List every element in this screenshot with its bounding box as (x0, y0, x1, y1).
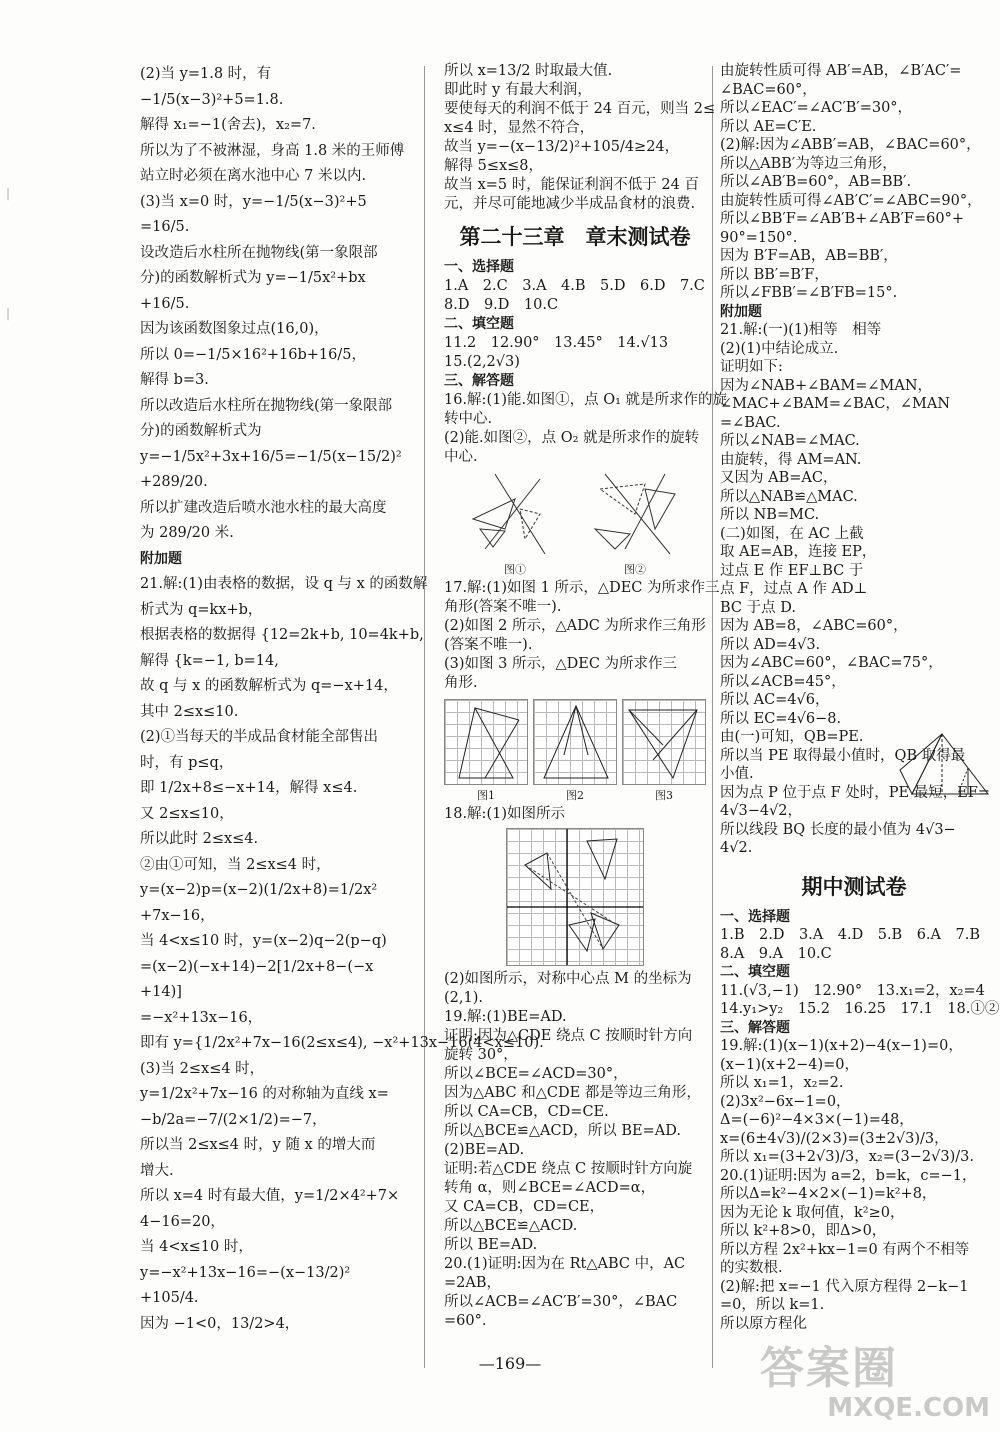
solution-line: 转角 α，则∠BCE=∠ACD=α， (444, 1180, 656, 1196)
solution-line: 因为∠NAB+∠BAM=∠MAN， (720, 377, 933, 394)
solution-line: 所以改造后水柱所在抛物线(第一象限部 (140, 397, 393, 414)
solution-line: 19.解:(1)(x−1)(x+2)−4(x−1)=0， (720, 1038, 963, 1054)
solution-line: y=−1/5x²+3x+16/5=−1/5(x−15/2)² (140, 448, 402, 465)
figure-caption: 图3 (655, 789, 673, 802)
section-fill-blank: 二、填空题 (720, 964, 790, 980)
solution-line: 解得 {k=−1, b=14, (140, 652, 279, 669)
solution-line: 时，有 p≤q， (140, 754, 234, 771)
solution-line: 增大. (140, 1162, 174, 1179)
solution-line: =∠BAC. (720, 414, 781, 431)
solution-line: 当 4<x≤10 时， (140, 1239, 253, 1255)
solution-line: 所以 x₁=(3+2√3)/3，x₂=(3−2√3)/3. (720, 1149, 974, 1165)
solution-line: 设改造后水柱所在抛物线(第一象限部 (140, 244, 378, 261)
solution-line: 根据表格的数据得 {12=2k+b, 10=4k+b, (140, 627, 424, 643)
section-solutions: 三、解答题 (720, 1019, 790, 1036)
solution-line: 即此时 y 有最大利润， (444, 82, 592, 98)
section-multiple-choice: 一、选择题 (720, 908, 790, 925)
solution-line: ∠MAC+∠BAM=∠BAC，∠MAN (720, 396, 951, 412)
solution-line: 所以△BCE≌△ACD. (444, 1218, 578, 1234)
solution-line: =2AB， (444, 1275, 502, 1291)
solution-line: (2)当 y=1.8 时，有 (140, 66, 272, 82)
column-3 (720, 62, 1000, 1333)
solution-line: 其中 2≤x≤10. (140, 703, 239, 720)
solution-line: x=(6±4√3)/(2×3)=(3±2√3)/3， (720, 1130, 949, 1147)
solution-line: (2)(1)中结论成立. (720, 340, 839, 357)
solution-line: 4√3−4√2， (720, 803, 803, 819)
solution-line: 过点 E 作 EF⊥BC 于 (720, 562, 864, 579)
section-fill-blank: 二、填空题 (444, 316, 514, 332)
fill-answers-row-1: 11.(√3,−1) 12.90° 13.x₁=2，x₂=4 (720, 982, 985, 999)
solution-line: 又因为 AB=AC， (720, 470, 838, 486)
solution-line: 所以∠NAB=∠MAC. (720, 433, 860, 449)
solution-line: 20.(1)证明:因为 a=2，b=k，c=−1， (720, 1167, 977, 1184)
midterm-title: 期中测试卷 (801, 874, 907, 899)
solution-line: 所以∠BCE=∠ACD=30°， (444, 1066, 628, 1082)
solution-line: 所以 AE=C′E. (720, 118, 817, 135)
solution-line: 17.解:(1)如图 1 所示，△DEC 为所求作三 (444, 580, 720, 596)
solution-line: 所以 BE=AD. (444, 1237, 538, 1253)
solution-line: y=−x²+13x−16=−(x−13/2)² (140, 1264, 351, 1281)
solution-line: 所以 EC=4√6−8. (720, 710, 842, 727)
solution-line: 所以方程 2x²+kx−1=0 有两个不相等 (720, 1241, 970, 1258)
solution-line: 所以当 PE 取得最小值时，QB 取得最 (720, 747, 966, 764)
rotation-figure-2 (585, 469, 685, 557)
solution-line: 因为∠ABC=60°，∠BAC=75°， (720, 655, 943, 671)
solution-line: x≤4 时，显然不符合， (444, 120, 595, 136)
coordinate-grid-figure (506, 828, 644, 966)
solution-line: 旋转 30°， (444, 1047, 518, 1063)
solution-line: 因为点 P 位于点 F 处时，PE 最短，EF= (720, 784, 990, 801)
grid-figure-2 (533, 699, 617, 785)
grid-figure-3 (622, 699, 706, 785)
solution-line: 所以△ABB′为等边三角形， (720, 155, 897, 172)
solution-line: 所以 k²+8>0，即Δ>0， (720, 1223, 887, 1239)
fill-answers-row-1: 11.2 12.90° 13.45° 14.√13 (444, 335, 669, 351)
mc-answers-row-1: 1.A 2.C 3.A 4.B 5.D 6.D 7.C (444, 278, 705, 294)
solution-line: 由旋转性质可得∠AB′C′=∠ABC=90°， (720, 192, 982, 209)
solution-line: y=1/2x²+7x−16 的对称轴为直线 x= (140, 1086, 389, 1102)
column-2 (444, 62, 728, 1331)
solution-line: 所以∠ACB=45°， (720, 673, 846, 690)
solution-line: 所以 CA=CB，CD=CE. (444, 1104, 609, 1120)
watermark-brand: 答案圈 (760, 1343, 898, 1394)
profit-solution-continued (444, 62, 716, 214)
solution-line: 附加题 (720, 303, 762, 320)
solution-line: 所以 BB′=B′F， (720, 266, 829, 283)
solution-line: 由旋转性质可得 AB′=AB，∠B′AC′= (720, 63, 962, 79)
figure-caption: 图1 (477, 789, 495, 802)
solution-line: 21.解:(一)(1)相等 相等 (720, 322, 882, 338)
solution-line: 解得 b=3. (140, 372, 209, 388)
chapter-23-title: 第二十三章 章末测试卷 (459, 225, 691, 249)
solution-line: 由(一)可知，QB=PE. (720, 729, 864, 745)
mc-answers-row-2: 8.D 9.D 10.C (444, 297, 559, 313)
solution-line: 所以∠EAC′=∠AC′B′=30°， (720, 100, 913, 116)
solution-line: 因为 B′F=AB，AB=BB′， (720, 248, 898, 264)
solution-line: 解得 x₁=−1(舍去)，x₂=7. (140, 117, 316, 133)
solution-line: =0，所以 k=1. (720, 1297, 825, 1313)
solution-line: 小值. (720, 766, 754, 782)
triangle-figure (898, 730, 992, 810)
question-19 (444, 1008, 706, 1255)
solution-line: 所以△NAB≌△MAC. (720, 488, 858, 505)
column-divider-2 (712, 66, 713, 1368)
solution-line: 的实数根. (720, 1260, 783, 1276)
solution-line: (2)①当每天的半成品食材能全部售出 (140, 729, 379, 745)
solution-line: 所以为了不被淋湿，身高 1.8 米的王师傅 (140, 142, 405, 159)
solution-line: 因为该函数图象过点(16,0)， (140, 321, 329, 337)
solution-line: 故当 x=5 时，能保证利润不低于 24 百 (444, 177, 699, 193)
solution-line: 21.解:(1)由表格的数据，设 q 与 x 的函数解 (140, 576, 428, 592)
solution-line: (2)如图 2 所示，△ADC 为所求作三角形 (444, 618, 706, 634)
solution-line: 19.解:(1)BE=AD. (444, 1009, 567, 1025)
watermark (760, 1345, 990, 1425)
question-17 (444, 579, 720, 693)
solution-line: (二)如图，在 AC 上截 (720, 525, 864, 542)
solution-line: 4√2. (720, 840, 753, 856)
solution-line: 点 F，过点 A 作 AD⊥ (720, 581, 868, 597)
solution-line: =(x−2)(−x+14)−2[1/2x+8−(−x (140, 958, 374, 975)
fill-answers-row-2: 15.(2,2√3) (444, 354, 520, 370)
solution-line: 所以 NB=MC. (720, 507, 820, 523)
question-20 (444, 1255, 706, 1331)
rotation-figure-1 (465, 469, 565, 557)
solution-line: 又 2≤x≤10， (140, 805, 234, 822)
solution-line: 20.(1)证明:因为在 Rt△ABC 中，AC (444, 1256, 686, 1272)
solution-line: 16.解:(1)能.如图①，点 O₁ 就是所求作的旋 (444, 392, 728, 408)
solution-line: =16/5. (140, 219, 190, 235)
page-number: —169— (478, 1354, 542, 1373)
solution-line: 为 289/20 米. (140, 525, 234, 541)
solution-line: 因为 −1<0，13/2>4， (140, 1315, 300, 1332)
solution-line: (3)当 x=0 时，y=−1/5(x−3)²+5 (140, 193, 367, 210)
mc-answers-row-1: 1.B 2.D 3.A 4.D 5.B 6.A 7.B (720, 927, 981, 943)
solution-line: 取 AE=AB，连接 EP， (720, 544, 877, 560)
solution-line: 因为 AB=8，∠ABC=60°， (720, 618, 908, 634)
solution-line: 证明如下: (720, 359, 783, 375)
margin-mark: | (6, 306, 11, 320)
solution-line: BC 于点 D. (720, 599, 796, 616)
solution-line: 所以△BCE≌△ACD，所以 BE=AD. (444, 1123, 681, 1139)
solution-line: +105/4. (140, 1290, 199, 1306)
solution-line: 所以∠ACB=∠AC′B′=30°，∠BAC (444, 1294, 678, 1310)
solution-line: (2)解:因为∠ABB′=AB，∠BAC=60°， (720, 137, 981, 153)
solution-line: (答案不唯一). (444, 637, 533, 653)
solution-line: +16/5. (140, 295, 190, 312)
solution-line: 所以Δ=k²−4×2×(−1)=k²+8， (720, 1186, 937, 1202)
solution-line: 角形(答案不唯一). (444, 599, 562, 615)
figure-caption: 图② (624, 563, 646, 576)
solution-line: ∠BAC=60°， (720, 81, 817, 98)
solution-line: (3)当 2≤x≤4 时， (140, 1060, 265, 1077)
question-18-part-1: 18.解:(1)如图所示 (444, 806, 565, 822)
solution-line: 故 q 与 x 的函数解析式为 q=−x+14， (140, 678, 398, 694)
fill-answers-row-2: 14.y₁>y₂ 15.2 16.25 17.1 18.①② (720, 1001, 1000, 1017)
solution-line: 中心. (444, 449, 478, 465)
question-16 (444, 391, 728, 467)
solution-line: 90°=150°. (720, 229, 798, 246)
solution-line: 角形. (444, 675, 478, 691)
solution-line: −b/2a=−7/(2×1/2)=−7， (140, 1111, 327, 1128)
solution-line: 所以 AD=4√3. (720, 636, 821, 653)
solution-line: 当 4<x≤10 时，y=(x−2)q−2(p−q) (140, 933, 387, 949)
solution-line: y=(x−2)p=(x−2)(1/2x+8)=1/2x² (140, 882, 378, 898)
solution-line: 站立时必须在离水池中心 7 米以内. (140, 168, 367, 184)
solution-line: 所以此时 2≤x≤4. (140, 831, 259, 847)
solution-line: (2)解:把 x=−1 代入原方程得 2−k−1 (720, 1278, 969, 1295)
solution-line: 所以原方程化 (720, 1315, 807, 1332)
solution-line: +289/20. (140, 474, 208, 490)
section-multiple-choice: 一、选择题 (444, 259, 514, 275)
solution-line: 所以∠AB′B=60°，AB=BB′. (720, 174, 912, 190)
solution-line: 析式为 q=kx+b， (140, 601, 263, 618)
solution-line: 元，并尽可能地减少半成品食材的浪费. (444, 196, 696, 212)
solution-line: (x−1)(x+2−4)=0， (720, 1056, 859, 1073)
solution-line: 因为△ABC 和△CDE 都是等边三角形， (444, 1085, 701, 1101)
mc-answers-row-2: 8.A 9.A 10.C (720, 945, 832, 962)
figure-caption: 图① (504, 563, 526, 576)
column-divider-1 (424, 66, 425, 1368)
solution-line: 所以线段 BQ 长度的最小值为 4√3− (720, 821, 956, 838)
solution-line: 证明:因为△CDE 绕点 C 按顺时针方向 (444, 1028, 693, 1044)
solution-line: (2,1). (444, 990, 483, 1006)
solution-line: 所以∠BB′F=∠AB′B+∠AB′F=60°+ (720, 211, 964, 227)
grid-figure-1 (444, 699, 528, 785)
solution-line: 分)的函数解析式为 y=−1/5x²+bx (140, 270, 366, 286)
solution-line: (2)如图所示，对称中心点 M 的坐标为 (444, 971, 692, 987)
margin-mark: | (6, 186, 11, 200)
solution-line: (3)如图 3 所示，△DEC 为所求作三 (444, 656, 678, 672)
solution-line: =60°. (444, 1313, 487, 1329)
solution-line: (2)能.如图②，点 O₂ 就是所求作的旋转 (444, 430, 700, 446)
solution-line: 又 CA=CB，CD=CE， (444, 1199, 605, 1215)
section-solutions: 三、解答题 (444, 373, 514, 389)
solution-line: 因为无论 k 取何值，k²≥0， (720, 1204, 905, 1221)
question-20 (720, 1167, 988, 1334)
solution-line: 所以 x₁=1，x₂=2. (720, 1075, 844, 1091)
solution-line: 所以扩建改造后喷水池水柱的最大高度 (140, 499, 387, 516)
question-19 (720, 1037, 988, 1167)
solution-line: (2)BE=AD. (444, 1142, 525, 1158)
solution-line: 所以 AC=4√6， (720, 692, 830, 708)
solution-line: 证明:若△CDE 绕点 C 按顺时针方向旋 (444, 1161, 693, 1177)
solution-line: 即 1/2x+8≤−x+14，解得 x≤4. (140, 780, 358, 796)
solution-line: 所以 x=4 时有最大值，y=1/2×4²+7× (140, 1188, 400, 1204)
figure-16 (455, 469, 695, 577)
question-18-part-2 (444, 970, 706, 1008)
solution-line: 即有 y={1/2x²+7x−16(2≤x≤4), −x²+13x−16(4<x≤10). (140, 1035, 544, 1051)
solution-line: =−x²+13x−16， (140, 1009, 263, 1026)
watermark-url: MXQE.COM (827, 1393, 990, 1423)
solution-line: −1/5(x−3)²+5=1.8. (140, 91, 284, 108)
solution-line: 所以当 2≤x≤4 时，y 随 x 的增大而 (140, 1137, 376, 1153)
solution-line: 所以 x=13/2 时取最大值. (444, 63, 613, 79)
figure-caption: 图2 (566, 789, 584, 802)
solution-line: 所以 0=−1/5×16²+16b+16/5， (140, 346, 366, 363)
figure-17 (444, 695, 706, 803)
solution-line: 所以∠FBB′=∠B′FB=15°. (720, 285, 898, 301)
solution-line: 由旋转，得 AM=AN. (720, 451, 862, 468)
solution-line: 转中心. (444, 411, 493, 427)
solution-line: +7x−16， (140, 907, 215, 924)
solution-line: (2)3x²−6x−1=0， (720, 1093, 851, 1110)
solution-line: 附加题 (140, 550, 182, 567)
solution-line: 4−16=20， (140, 1213, 225, 1230)
solution-line: 解得 5≤x≤8， (444, 158, 544, 174)
solution-line: 要使每天的利润不低于 24 百元，则当 2≤ (444, 101, 716, 117)
solution-line: 故当 y=−(x−13/2)²+105/4≥24， (444, 139, 680, 155)
solution-line: 分)的函数解析式为 (140, 423, 262, 439)
solution-line: +14)] (140, 984, 182, 1000)
solution-line: ②由①可知，当 2≤x≤4 时， (140, 856, 331, 873)
solution-line: Δ=(−6)²−4×3×(−1)=48， (720, 1112, 914, 1128)
